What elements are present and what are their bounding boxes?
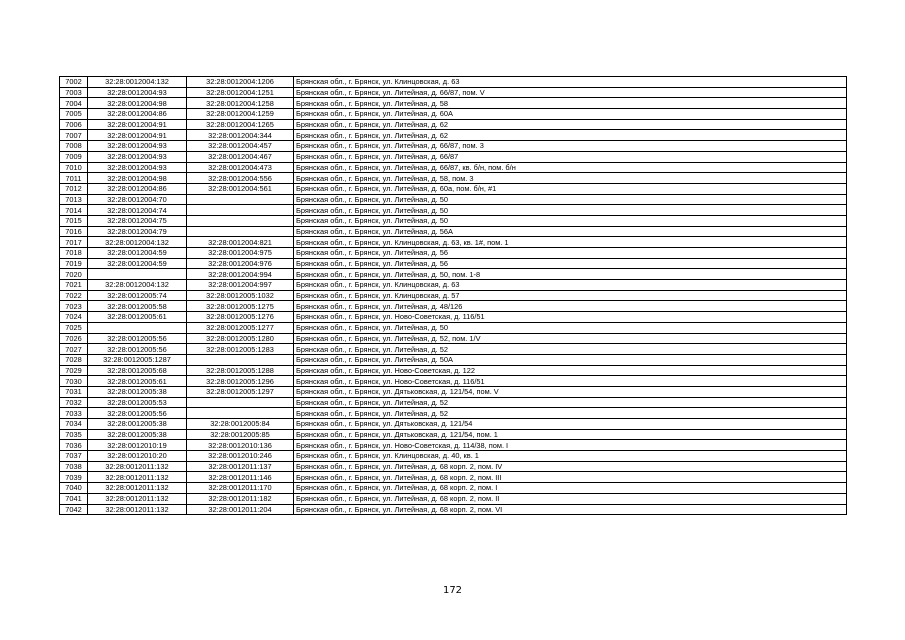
object-number-cell bbox=[187, 226, 294, 237]
table-row bbox=[60, 397, 847, 408]
table-row bbox=[60, 451, 847, 462]
table-row bbox=[60, 376, 847, 387]
object-number-cell: 32:28:0012004:1259 bbox=[187, 109, 294, 120]
parcel-number-cell: 32:28:0012005:38 bbox=[88, 429, 187, 440]
object-number-cell: 32:28:0012011:146 bbox=[187, 472, 294, 483]
table-row bbox=[60, 215, 847, 226]
table-row bbox=[60, 226, 847, 237]
address-cell: Брянская обл., г. Брянск, ул. Клинцовская, д. 57 bbox=[294, 290, 847, 301]
address-cell: Брянская обл., г. Брянск, ул. Литейная, д. 68 корп. 2, пом. III bbox=[294, 472, 847, 483]
row-number-cell: 7002 bbox=[60, 77, 88, 88]
table-row bbox=[60, 162, 847, 173]
table-row bbox=[60, 354, 847, 365]
parcel-number-cell: 32:28:0012004:98 bbox=[88, 173, 187, 184]
table-row bbox=[60, 408, 847, 419]
row-number-cell: 7013 bbox=[60, 194, 88, 205]
table-row bbox=[60, 130, 847, 141]
registry-table bbox=[59, 76, 847, 515]
address-cell: Брянская обл., г. Брянск, ул. Дятьковская, д. 121/54, пом. V bbox=[294, 386, 847, 397]
table-row bbox=[60, 77, 847, 88]
object-number-cell: 32:28:0012005:1277 bbox=[187, 322, 294, 333]
parcel-number-cell: 32:28:0012011:132 bbox=[88, 483, 187, 494]
address-cell: Брянская обл., г. Брянск, ул. Литейная, д. 68 корп. 2, пом. VI bbox=[294, 504, 847, 515]
object-number-cell: 32:28:0012011:182 bbox=[187, 493, 294, 504]
table-row bbox=[60, 194, 847, 205]
row-number-cell: 7010 bbox=[60, 162, 88, 173]
address-cell: Брянская обл., г. Брянск, ул. Литейная, д. 52, пом. 1/V bbox=[294, 333, 847, 344]
table-row bbox=[60, 290, 847, 301]
address-cell: Брянская обл., г. Брянск, ул. Литейная, д. 66/87, пом. 3 bbox=[294, 141, 847, 152]
address-cell: Брянская обл., г. Брянск, ул. Литейная, д. 60а, пом. б/н, #1 bbox=[294, 183, 847, 194]
object-number-cell: 32:28:0012004:467 bbox=[187, 151, 294, 162]
object-number-cell: 32:28:0012004:344 bbox=[187, 130, 294, 141]
row-number-cell: 7024 bbox=[60, 312, 88, 323]
table-row bbox=[60, 173, 847, 184]
address-cell: Брянская обл., г. Брянск, ул. Литейная, д. 66/87, пом. V bbox=[294, 87, 847, 98]
parcel-number-cell: 32:28:0012004:59 bbox=[88, 258, 187, 269]
table-row bbox=[60, 269, 847, 280]
address-cell: Брянская обл., г. Брянск, ул. Литейная, д. 58, пом. 3 bbox=[294, 173, 847, 184]
address-cell: Брянская обл., г. Брянск, ул. Литейная, д. 60А bbox=[294, 109, 847, 120]
object-number-cell: 32:28:0012011:204 bbox=[187, 504, 294, 515]
address-cell: Брянская обл., г. Брянск, ул. Литейная, д. 68 корп. 2, пом. IV bbox=[294, 461, 847, 472]
row-number-cell: 7006 bbox=[60, 119, 88, 130]
object-number-cell: 32:28:0012010:136 bbox=[187, 440, 294, 451]
parcel-number-cell: 32:28:0012005:61 bbox=[88, 376, 187, 387]
object-number-cell: 32:28:0012005:1032 bbox=[187, 290, 294, 301]
registry-body bbox=[60, 77, 847, 515]
table-row bbox=[60, 461, 847, 472]
parcel-number-cell: 32:28:0012005:56 bbox=[88, 344, 187, 355]
parcel-number-cell: 32:28:0012004:59 bbox=[88, 248, 187, 259]
object-number-cell: 32:28:0012004:994 bbox=[187, 269, 294, 280]
object-number-cell bbox=[187, 354, 294, 365]
address-cell: Брянская обл., г. Брянск, ул. Клинцовская, д. 63 bbox=[294, 280, 847, 291]
row-number-cell: 7003 bbox=[60, 87, 88, 98]
parcel-number-cell: 32:28:0012005:68 bbox=[88, 365, 187, 376]
table-row bbox=[60, 312, 847, 323]
address-cell: Брянская обл., г. Брянск, ул. Литейная, д. 50 bbox=[294, 205, 847, 216]
address-cell: Брянская обл., г. Брянск, ул. Литейная, д. 52 bbox=[294, 397, 847, 408]
parcel-number-cell: 32:28:0012004:79 bbox=[88, 226, 187, 237]
row-number-cell: 7004 bbox=[60, 98, 88, 109]
object-number-cell: 32:28:0012004:975 bbox=[187, 248, 294, 259]
address-cell: Брянская обл., г. Брянск, ул. Литейная, д. 68 корп. 2, пом. I bbox=[294, 483, 847, 494]
parcel-number-cell: 32:28:0012004:86 bbox=[88, 109, 187, 120]
object-number-cell: 32:28:0012010:246 bbox=[187, 451, 294, 462]
row-number-cell: 7033 bbox=[60, 408, 88, 419]
address-cell: Брянская обл., г. Брянск, ул. Литейная, д. 56 bbox=[294, 258, 847, 269]
row-number-cell: 7042 bbox=[60, 504, 88, 515]
parcel-number-cell: 32:28:0012004:75 bbox=[88, 215, 187, 226]
address-cell: Брянская обл., г. Брянск, ул. Литейная, д. 56 bbox=[294, 248, 847, 259]
address-cell: Брянская обл., г. Брянск, ул. Литейная, д. 52 bbox=[294, 408, 847, 419]
table-row bbox=[60, 504, 847, 515]
address-cell: Брянская обл., г. Брянск, ул. Литейная, д. 62 bbox=[294, 130, 847, 141]
row-number-cell: 7020 bbox=[60, 269, 88, 280]
row-number-cell: 7018 bbox=[60, 248, 88, 259]
parcel-number-cell: 32:28:0012005:74 bbox=[88, 290, 187, 301]
address-cell: Брянская обл., г. Брянск, ул. Литейная, д. 56А bbox=[294, 226, 847, 237]
table-row bbox=[60, 141, 847, 152]
row-number-cell: 7009 bbox=[60, 151, 88, 162]
object-number-cell bbox=[187, 194, 294, 205]
object-number-cell: 32:28:0012004:473 bbox=[187, 162, 294, 173]
object-number-cell: 32:28:0012004:457 bbox=[187, 141, 294, 152]
object-number-cell: 32:28:0012011:170 bbox=[187, 483, 294, 494]
table-row bbox=[60, 87, 847, 98]
parcel-number-cell: 32:28:0012005:1287 bbox=[88, 354, 187, 365]
row-number-cell: 7034 bbox=[60, 419, 88, 430]
row-number-cell: 7030 bbox=[60, 376, 88, 387]
parcel-number-cell: 32:28:0012005:56 bbox=[88, 333, 187, 344]
table-row bbox=[60, 440, 847, 451]
address-cell: Брянская обл., г. Брянск, ул. Литейная, д. 66/87, кв. б/н, пом. б/н bbox=[294, 162, 847, 173]
object-number-cell: 32:28:0012004:1206 bbox=[187, 77, 294, 88]
row-number-cell: 7036 bbox=[60, 440, 88, 451]
row-number-cell: 7005 bbox=[60, 109, 88, 120]
address-cell: Брянская обл., г. Брянск, ул. Литейная, д. 48/126 bbox=[294, 301, 847, 312]
row-number-cell: 7015 bbox=[60, 215, 88, 226]
address-cell: Брянская обл., г. Брянск, ул. Ново-Советская, д. 116/51 bbox=[294, 376, 847, 387]
parcel-number-cell: 32:28:0012010:20 bbox=[88, 451, 187, 462]
object-number-cell: 32:28:0012005:1275 bbox=[187, 301, 294, 312]
address-cell: Брянская обл., г. Брянск, ул. Литейная, д. 66/87 bbox=[294, 151, 847, 162]
object-number-cell: 32:28:0012004:1258 bbox=[187, 98, 294, 109]
object-number-cell: 32:28:0012005:1297 bbox=[187, 386, 294, 397]
parcel-number-cell: 32:28:0012004:98 bbox=[88, 98, 187, 109]
parcel-number-cell: 32:28:0012011:132 bbox=[88, 472, 187, 483]
parcel-number-cell: 32:28:0012011:132 bbox=[88, 461, 187, 472]
address-cell: Брянская обл., г. Брянск, ул. Клинцовская, д. 63, кв. 1#, пом. 1 bbox=[294, 237, 847, 248]
parcel-number-cell bbox=[88, 269, 187, 280]
object-number-cell bbox=[187, 408, 294, 419]
object-number-cell: 32:28:0012004:976 bbox=[187, 258, 294, 269]
parcel-number-cell: 32:28:0012005:61 bbox=[88, 312, 187, 323]
parcel-number-cell: 32:28:0012005:58 bbox=[88, 301, 187, 312]
parcel-number-cell: 32:28:0012005:56 bbox=[88, 408, 187, 419]
parcel-number-cell: 32:28:0012004:132 bbox=[88, 280, 187, 291]
address-cell: Брянская обл., г. Брянск, ул. Литейная, д. 50 bbox=[294, 194, 847, 205]
table-row bbox=[60, 151, 847, 162]
parcel-number-cell: 32:28:0012005:53 bbox=[88, 397, 187, 408]
object-number-cell: 32:28:0012004:997 bbox=[187, 280, 294, 291]
row-number-cell: 7014 bbox=[60, 205, 88, 216]
parcel-number-cell bbox=[88, 322, 187, 333]
address-cell: Брянская обл., г. Брянск, ул. Литейная, д. 50 bbox=[294, 215, 847, 226]
address-cell: Брянская обл., г. Брянск, ул. Литейная, д. 62 bbox=[294, 119, 847, 130]
object-number-cell bbox=[187, 205, 294, 216]
row-number-cell: 7019 bbox=[60, 258, 88, 269]
parcel-number-cell: 32:28:0012004:93 bbox=[88, 87, 187, 98]
parcel-number-cell: 32:28:0012004:91 bbox=[88, 119, 187, 130]
row-number-cell: 7017 bbox=[60, 237, 88, 248]
object-number-cell: 32:28:0012004:556 bbox=[187, 173, 294, 184]
page-number: 172 bbox=[442, 585, 463, 596]
parcel-number-cell: 32:28:0012004:132 bbox=[88, 237, 187, 248]
row-number-cell: 7039 bbox=[60, 472, 88, 483]
table-row bbox=[60, 183, 847, 194]
object-number-cell: 32:28:0012005:84 bbox=[187, 419, 294, 430]
address-cell: Брянская обл., г. Брянск, ул. Клинцовская, д. 63 bbox=[294, 77, 847, 88]
row-number-cell: 7023 bbox=[60, 301, 88, 312]
table-row bbox=[60, 248, 847, 259]
row-number-cell: 7025 bbox=[60, 322, 88, 333]
row-number-cell: 7007 bbox=[60, 130, 88, 141]
table-row bbox=[60, 429, 847, 440]
address-cell: Брянская обл., г. Брянск, ул. Литейная, д. 52 bbox=[294, 344, 847, 355]
parcel-number-cell: 32:28:0012005:38 bbox=[88, 419, 187, 430]
row-number-cell: 7012 bbox=[60, 183, 88, 194]
row-number-cell: 7041 bbox=[60, 493, 88, 504]
parcel-number-cell: 32:28:0012011:132 bbox=[88, 493, 187, 504]
table-row bbox=[60, 493, 847, 504]
table-row bbox=[60, 258, 847, 269]
table-row bbox=[60, 109, 847, 120]
table-row bbox=[60, 333, 847, 344]
row-number-cell: 7031 bbox=[60, 386, 88, 397]
row-number-cell: 7032 bbox=[60, 397, 88, 408]
table-row bbox=[60, 344, 847, 355]
address-cell: Брянская обл., г. Брянск, ул. Литейная, д. 50 bbox=[294, 322, 847, 333]
object-number-cell: 32:28:0012005:1283 bbox=[187, 344, 294, 355]
object-number-cell: 32:28:0012004:561 bbox=[187, 183, 294, 194]
table-row bbox=[60, 280, 847, 291]
parcel-number-cell: 32:28:0012004:132 bbox=[88, 77, 187, 88]
address-cell: Брянская обл., г. Брянск, ул. Ново-Советская, д. 122 bbox=[294, 365, 847, 376]
parcel-number-cell: 32:28:0012004:70 bbox=[88, 194, 187, 205]
object-number-cell: 32:28:0012004:821 bbox=[187, 237, 294, 248]
object-number-cell: 32:28:0012011:137 bbox=[187, 461, 294, 472]
table-row bbox=[60, 386, 847, 397]
table-row bbox=[60, 119, 847, 130]
object-number-cell: 32:28:0012005:1276 bbox=[187, 312, 294, 323]
row-number-cell: 7022 bbox=[60, 290, 88, 301]
object-number-cell: 32:28:0012004:1251 bbox=[187, 87, 294, 98]
table-row bbox=[60, 472, 847, 483]
object-number-cell bbox=[187, 215, 294, 226]
table-row bbox=[60, 365, 847, 376]
address-cell: Брянская обл., г. Брянск, ул. Ново-Советская, д. 116/51 bbox=[294, 312, 847, 323]
parcel-number-cell: 32:28:0012004:93 bbox=[88, 162, 187, 173]
table-row bbox=[60, 205, 847, 216]
table-row bbox=[60, 98, 847, 109]
table-row bbox=[60, 322, 847, 333]
row-number-cell: 7021 bbox=[60, 280, 88, 291]
parcel-number-cell: 32:28:0012004:93 bbox=[88, 151, 187, 162]
row-number-cell: 7008 bbox=[60, 141, 88, 152]
object-number-cell: 32:28:0012005:1296 bbox=[187, 376, 294, 387]
row-number-cell: 7026 bbox=[60, 333, 88, 344]
parcel-number-cell: 32:28:0012004:91 bbox=[88, 130, 187, 141]
row-number-cell: 7037 bbox=[60, 451, 88, 462]
address-cell: Брянская обл., г. Брянск, ул. Литейная, д. 58 bbox=[294, 98, 847, 109]
parcel-number-cell: 32:28:0012004:86 bbox=[88, 183, 187, 194]
parcel-number-cell: 32:28:0012005:38 bbox=[88, 386, 187, 397]
parcel-number-cell: 32:28:0012004:93 bbox=[88, 141, 187, 152]
address-cell: Брянская обл., г. Брянск, ул. Литейная, д. 50, пом. 1-8 bbox=[294, 269, 847, 280]
row-number-cell: 7027 bbox=[60, 344, 88, 355]
table-row bbox=[60, 419, 847, 430]
row-number-cell: 7038 bbox=[60, 461, 88, 472]
address-cell: Брянская обл., г. Брянск, ул. Дятьковская, д. 121/54 bbox=[294, 419, 847, 430]
table-row bbox=[60, 301, 847, 312]
object-number-cell bbox=[187, 397, 294, 408]
parcel-number-cell: 32:28:0012011:132 bbox=[88, 504, 187, 515]
row-number-cell: 7016 bbox=[60, 226, 88, 237]
row-number-cell: 7029 bbox=[60, 365, 88, 376]
address-cell: Брянская обл., г. Брянск, ул. Литейная, д. 50А bbox=[294, 354, 847, 365]
address-cell: Брянская обл., г. Брянск, ул. Дятьковская, д. 121/54, пом. 1 bbox=[294, 429, 847, 440]
row-number-cell: 7011 bbox=[60, 173, 88, 184]
row-number-cell: 7028 bbox=[60, 354, 88, 365]
row-number-cell: 7035 bbox=[60, 429, 88, 440]
object-number-cell: 32:28:0012004:1265 bbox=[187, 119, 294, 130]
object-number-cell: 32:28:0012005:1280 bbox=[187, 333, 294, 344]
address-cell: Брянская обл., г. Брянск, ул. Клинцовская, д. 40, кв. 1 bbox=[294, 451, 847, 462]
parcel-number-cell: 32:28:0012004:74 bbox=[88, 205, 187, 216]
row-number-cell: 7040 bbox=[60, 483, 88, 494]
address-cell: Брянская обл., г. Брянск, ул. Ново-Советская, д. 114/38, пом. I bbox=[294, 440, 847, 451]
table-row bbox=[60, 237, 847, 248]
object-number-cell: 32:28:0012005:1288 bbox=[187, 365, 294, 376]
parcel-number-cell: 32:28:0012010:19 bbox=[88, 440, 187, 451]
object-number-cell: 32:28:0012005:85 bbox=[187, 429, 294, 440]
address-cell: Брянская обл., г. Брянск, ул. Литейная, д. 68 корп. 2, пом. II bbox=[294, 493, 847, 504]
table-row bbox=[60, 483, 847, 494]
